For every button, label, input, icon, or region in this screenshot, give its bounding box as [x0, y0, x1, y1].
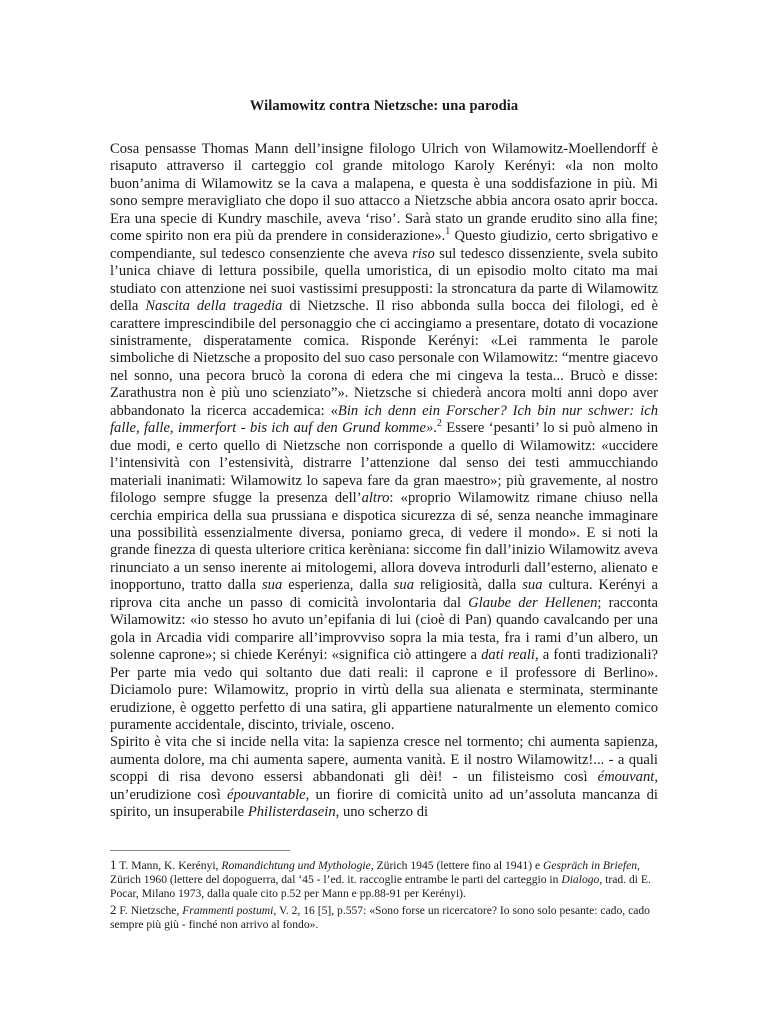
text-run: , a fonti tradizionali? Per parte mia vedo qui soltanto due dati reali: il caprone e il professore di Berlino». Diciamolo pure: Wilamowitz, proprio in virtù della sua alienata e sterminata, sterminante erudizione, è oggetto perfetto di una satira, gli appartiene naturalmente un elemento comico puramente accidentale, discinto, triviale, osceno. — [110, 647, 658, 733]
footnote-number: 2 — [110, 901, 117, 917]
text-run: Essere ‘pesanti’ lo si può almeno in due modi, e certo quello di Nietzsche non corrisponde a quello di Wilamowitz: «uccidere l’intensività con l’estensività, distrarre l’attenzione dal senso dei testi ammucchiando materiali inanimati: Wilamowitz lo sapeva fare da gran maestro»; più gravemente, al nostro filologo sempre sfugge la presenza dell’ — [110, 420, 658, 507]
italic-text: Nascita della tragedia — [145, 298, 283, 315]
text-run: , V. 2, 16 [5], p.557: «Sono forse un ricercatore? Io sono solo pesante: cado, cado sempre più giù - finché non arrivo al fondo». — [110, 903, 650, 931]
italic-text: épouvantable — [227, 786, 306, 803]
italic-text: Frammenti postumi — [182, 903, 274, 917]
italic-text: sua — [522, 577, 543, 594]
footnotes — [110, 858, 658, 933]
text-run: , uno scherzo di — [335, 804, 429, 821]
italic-text: dati reali — [481, 647, 535, 664]
text-run: religiosità, dalla — [414, 577, 523, 594]
text-run: ; racconta Wilamowitz: «io stesso ho avuto un’epifania di lui (cioè di Pan) quando cavalcando per una gola in Arcadia vidi comparire all’improvviso sopra la mia testa, fra i rami d’un albero, un solenne caprone»; si chiede Kerényi: «significa ciò attingere a — [110, 594, 658, 664]
text-run: T. Mann, K. Kerényi, — [116, 859, 222, 872]
text-run: cultura. Kerényi a riprova cita anche un passo di comicità involontaria dal — [110, 577, 658, 611]
italic-text: Philisterdasein — [247, 804, 336, 821]
page-title: Wilamowitz contra Nietzsche: una parodia — [249, 98, 519, 114]
italic-text: Dialogo — [561, 873, 600, 887]
footnote-1 — [110, 858, 658, 902]
italic-text: émouvant — [597, 769, 655, 786]
text-run: : «proprio Wilamowitz rimane chiuso nella cerchia empirica della sua prussiana e dispotica sicurezza di sé, senza neanche immaginare una possibilità essenzialmente diversa, poniamo greca, di vedere il mondo». E si noti la grande finezza di questa ulteriore critica kerèniana: siccome fin dall’inizio Wilamowitz aveva rinunciato a un senso inerente ai mitologemi, allora doveva introdurli dall’esterno, alienato e inopportuno, tratto dalla — [110, 490, 658, 594]
text-run: esperienza, dalla — [282, 577, 394, 594]
text-run: , Zürich 1945 (lettere fino al 1941) e — [370, 859, 544, 872]
text-run: F. Nietzsche, — [116, 903, 183, 917]
paragraph-1 — [110, 141, 658, 734]
italic-text: Gespräch in Briefen — [543, 859, 638, 872]
text-run: Questo giudizio, certo sbrigativo e compendiante, sul tedesco consenziente che aveva — [110, 228, 659, 262]
italic-text: altro — [361, 490, 390, 507]
text-run: . — [433, 420, 437, 437]
text-run: Cosa pensasse Thomas Mann dell’insigne filologo Ulrich von Wilamowitz-Moellendorff è risaputo attraverso il carteggio col grande mitologo Karoly Kerényi: «la non molto buon’anima di Wilamowitz se la cava a malapena, e questa è una soddisfazione in più. Mi sono sempre meravigliato che dopo il suo attacco a Nietzsche abbia ancora osato aprir bocca. Era una specie di Kundry maschile, aveva ‘riso’. Sarà stato un grande erudito sino alla fine; come spirito non era più da prendere in considerazione». — [110, 141, 658, 245]
footnote-ref: 2 — [436, 418, 442, 430]
italic-text: Glaube der Hellenen — [468, 594, 598, 611]
text-run: , un fiorire di comicità unito ad un’assoluta mancanza di spirito, un insuperabile — [110, 786, 658, 821]
text-run: , trad. di E. Pocar, Milano 1973, dalla quale cito p.52 per Mann e pp.88-91 per Kerényi). — [110, 873, 651, 901]
text-run: , Zürich 1960 (lettere del dopoguerra, dal ‘45 - l’ed. it. raccoglie entrambe le parti del carteggio in — [110, 859, 640, 887]
footnote-2 — [110, 903, 658, 932]
paragraph-2 — [110, 734, 658, 821]
text-run: , un’erudizione così — [110, 769, 658, 803]
footnote-number: 1 — [110, 857, 117, 872]
text-run: Spirito è vita che si incide nella vita: la sapienza cresce nel tormento; chi aumenta sapienza, aumenta dolore, ma chi aumenta sapere, aumenta vanità. E il nostro Wilamowitz!... - a quali scoppi di risa devono essersi abbandonati gli dèi! - un filisteismo così — [110, 734, 658, 786]
text-run: di Nietzsche. Il riso abbonda sulla bocca dei filologi, ed è carattere imprescindibile del personaggio che ci accingiamo a presentare, dotato di vocazione sinistramente, disperatamente comica. Risponde Kerényi: «Lei rammenta le parole simboliche di Nietzsche a proposito del suo caso personale con Wilamowitz: “mentre giacevo nel sonno, una pecora brucò la corona di edera che mi cingeva la testa... Brucò e disse: Zarathustra non è più uno scienziato”». Nietzsche si chiederà ancora molti anni dopo aver abbandonato la ricerca accademica: « — [110, 298, 659, 419]
footnote-separator — [110, 850, 290, 851]
italic-text: sua — [393, 577, 414, 594]
italic-text: Bin ich denn ein Forscher? Ich bin nur schwer: ich falle, falle, immerfort - bis ich auf den Grund komme» — [110, 402, 658, 437]
footnote-ref: 1 — [445, 226, 451, 238]
italic-text: Romandichtung und Mythologie — [221, 859, 371, 872]
italic-text: riso — [412, 245, 435, 262]
body-text — [110, 141, 658, 822]
italic-text: sua — [262, 577, 283, 594]
text-run: sul tedesco dissenziente, svela subito l’unica chiave di lettura possibile, quella umoristica, di un episodio molto citato ma mai studiato con attenzione nei suoi vastissimi presupposti: la stroncatura da parte di Wilamowitz della — [110, 245, 659, 315]
